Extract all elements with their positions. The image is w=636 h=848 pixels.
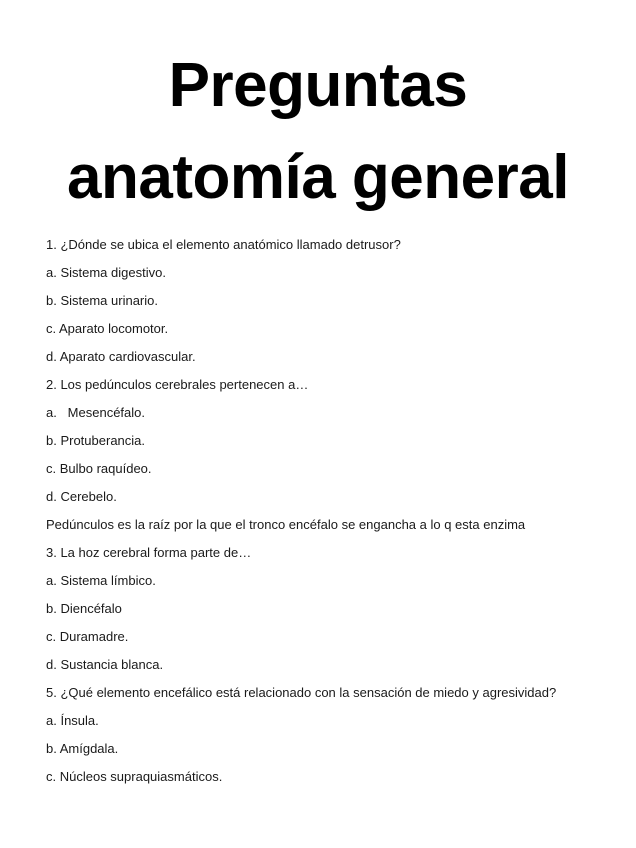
question-1-option-d: d. Aparato cardiovascular. [46, 349, 196, 364]
question-list [46, 235, 616, 795]
question-2-option-c: c. Bulbo raquídeo. [46, 461, 152, 476]
question-5-option-b: b. Amígdala. [46, 741, 119, 756]
page-title-line-2: anatomía general [67, 143, 569, 212]
question-2-option-a: a. Mesencéfalo. [46, 405, 145, 420]
question-3-option-b: b. Diencéfalo [46, 601, 122, 616]
question-3-option-d: d. Sustancia blanca. [46, 657, 164, 672]
question-2: 2. Los pedúnculos cerebrales pertenecen a… [46, 377, 309, 392]
question-3-option-a: a. Sistema límbico. [46, 573, 156, 588]
question-1-option-c: c. Aparato locomotor. [46, 321, 169, 336]
question-5: 5. ¿Qué elemento encefálico está relacionado con la sensación de miedo y agresividad? [46, 685, 557, 700]
page-title-line-1: Preguntas [168, 51, 468, 120]
question-5-option-c: c. Núcleos supraquiasmáticos. [46, 769, 223, 784]
question-5-option-a: a. Ínsula. [46, 713, 99, 728]
question-2-option-d: d. Cerebelo. [46, 489, 117, 504]
question-2-option-b: b. Protuberancia. [46, 433, 146, 448]
question-1-option-a: a. Sistema digestivo. [46, 265, 166, 280]
question-1: 1. ¿Dónde se ubica el elemento anatómico llamado detrusor? [46, 237, 401, 252]
question-3-option-c: c. Duramadre. [46, 629, 129, 644]
question-3: 3. La hoz cerebral forma parte de… [46, 545, 252, 560]
question-2-note: Pedúnculos es la raíz por la que el tronco encéfalo se engancha a lo q esta enzima [46, 517, 526, 532]
question-1-option-b: b. Sistema urinario. [46, 293, 158, 308]
